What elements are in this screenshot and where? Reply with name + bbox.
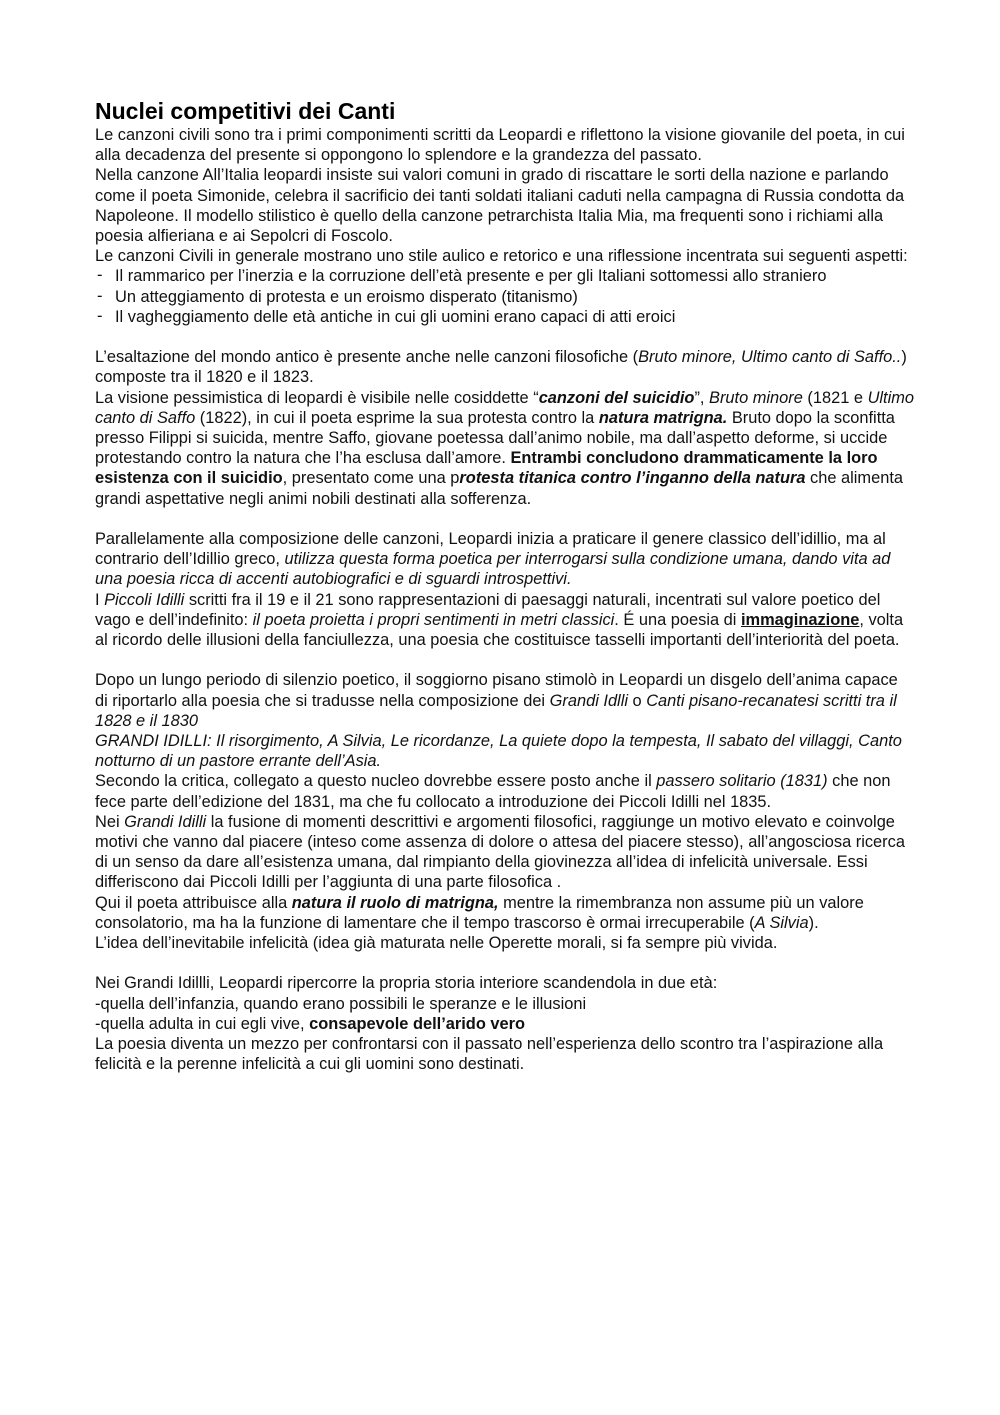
aspects-list — [95, 266, 915, 327]
paragraph-civil-songs: Le canzoni civili sono tra i primi componimenti scritti da Leopardi e riflettono la visione giovanile del poeta, in cui alla decadenza del presente si oppongono lo splendore e la grandezza del passato. — [95, 126, 905, 165]
paragraph-spacer — [95, 650, 915, 670]
paragraph-pisan-stay: Dopo un lungo periodo di silenzio poetico, il soggiorno pisano stimolò in Leopardi un disgelo dell’anima capace di riportarlo alla poesia che si tradusse nella composizione dei Grandi Idlli o Canti pisano-recanatesi scritti tra il 1828 e il 1830 — [95, 671, 898, 730]
document-page — [95, 98, 915, 1074]
page-title: Nuclei competitivi dei Canti — [95, 98, 396, 124]
paragraph-ancient-world: L’esaltazione del mondo antico è presente anche nelle canzoni filosofiche (Bruto minore, Ultimo canto di Saffo..) composte tra il 1820 e il 1823. — [95, 348, 907, 387]
list-item: - Un atteggiamento di protesta e un eroismo disperato (titanismo) — [95, 287, 915, 307]
list-item: - Il rammarico per l’inerzia e la corruzione dell’età presente e per gli Italiani sottomessi allo straniero — [95, 266, 915, 286]
paragraph-all-italia: Nella canzone All’Italia leopardi insiste sui valori comuni in grado di riscattare le sorti della nazione e parlando come il poeta Simonide, celebra il sacrificio dei tanti soldati italiani caduti nella campagna di Russia condotta da Napoleone. Il modello stilistico è quello della canzone petrarchista Italia Mia, ma frequenti sono i richiami alla poesia alfieriana e ai Sepolcri di Foscolo. — [95, 166, 905, 246]
paragraph-two-ages: Nei Grandi Idillli, Leopardi ripercorre la propria storia interiore scandendola in due età: — [95, 974, 718, 993]
paragraph-idyll: Parallelamente alla composizione delle canzoni, Leopardi inizia a praticare il genere classico dell’idillio, ma al contrario dell’Idillio greco, utilizza questa forma poetica per interrogarsi sulla condizione umana, dando vita ad una poesia ricca di accenti autobiografici e di sguardi introspettivi. — [95, 530, 891, 589]
paragraph-spacer — [95, 327, 915, 347]
paragraph-civil-aspects-intro: Le canzoni Civili in generale mostrano uno stile aulico e retorico e una riflessione incentrata sui seguenti aspetti: — [95, 247, 908, 266]
paragraph-passero-solitario: Secondo la critica, collegato a questo nucleo dovrebbe essere posto anche il passero solitario (1831) che non fece parte dell’edizione del 1831, ma che fu collocato a introduzione dei Piccoli Idilli nel 1835. — [95, 772, 891, 811]
list-item: - Il vagheggiamento delle età antiche in cui gli uomini erano capaci di atti eroici — [95, 307, 915, 327]
paragraph-spacer — [95, 953, 915, 973]
paragraph-poetry-means: La poesia diventa un mezzo per confrontarsi con il passato nell’esperienza dello scontro tra l’aspirazione alla felicità e la perenne infelicità a cui gli uomini sono destinati. — [95, 1035, 884, 1074]
paragraph-spacer — [95, 509, 915, 529]
paragraph-adulthood: -quella adulta in cui egli vive, consapevole dell’arido vero — [95, 1014, 526, 1033]
paragraph-suicide-songs: La visione pessimistica di leopardi è visibile nelle cosiddette “canzoni del suicidio”, Bruto minore (1821 e Ultimo canto di Saffo (1822), in cui il poeta esprime la sua protesta contro la natura matrigna. Bruto dopo la sconfitta presso Filippi si suicida, mentre Saffo, giovane poetessa dall’animo nobile, ma dall’aspetto deforme, si uccide protestando contro la natura che l’ha esclusa dall’amore. Entrambi concludono drammaticamente la loro esistenza con il suicidio, presentato come una protesta titanica contro l’inganno della natura che alimenta grandi aspettative negli animi nobili destinati alla sofferenza. — [95, 388, 915, 508]
paragraph-unhappiness: L’idea dell’inevitabile infelicità (idea già maturata nelle Operette morali, si fa sempre più vivida. — [95, 934, 778, 953]
paragraph-small-idylls: I Piccoli Idilli scritti fra il 19 e il 21 sono rappresentazioni di paesaggi naturali, incentrati sul valore poetico del vago e dell’indefinito: il poeta proietta i propri sentimenti in metri classici. É una poesia di immaginazione, volta al ricordo delle illusioni della fanciullezza, una poesia che costituisce tasselli importanti dell’interiorità del poeta. — [95, 590, 904, 650]
paragraph-stepmother-nature: Qui il poeta attribuisce alla natura il ruolo di matrigna, mentre la rimembranza non assume più un valore consolatorio, ma ha la funzione di lamentare che il tempo trascorso è ormai irrecuperabile (A Silvia). — [95, 893, 864, 932]
paragraph-childhood: -quella dell’infanzia, quando erano possibili le speranze e le illusioni — [95, 994, 587, 1013]
paragraph-great-idylls-themes: Nei Grandi Idilli la fusione di momenti descrittivi e argomenti filosofici, raggiunge un motivo elevato e coinvolge motivi che vanno dal piacere (inteso come assenza di dolore o attesa del piacere stesso), all’angosciosa ricerca di un senso da dare all’esistenza umana, dal rimpianto della giovinezza all’idea di infelicità universale. Essi differiscono dai Piccoli Idilli per l’aggiunta di una parte filosofica . — [95, 812, 905, 892]
paragraph-great-idylls-list: GRANDI IDILLI: Il risorgimento, A Silvia, Le ricordanze, La quiete dopo la tempesta, Il sabato del villaggi, Canto notturno di un pastore errante dell’Asia. — [95, 732, 902, 771]
